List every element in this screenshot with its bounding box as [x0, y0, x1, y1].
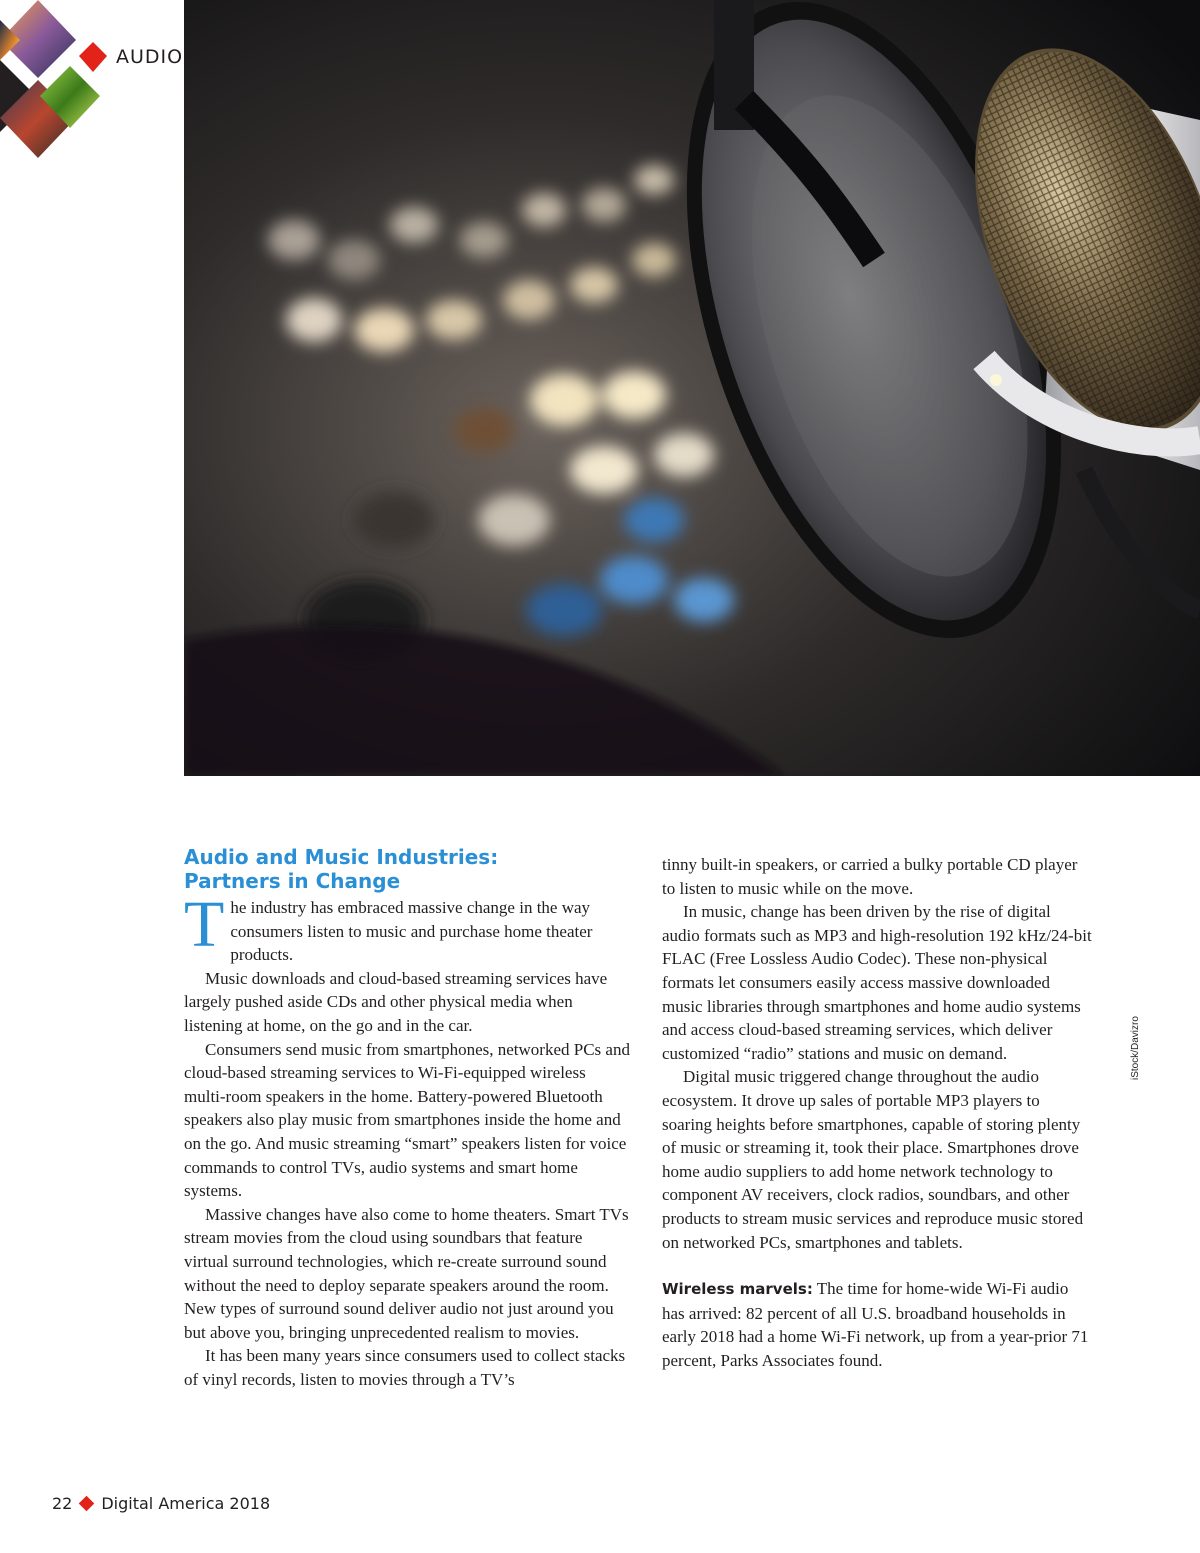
drop-cap: T	[184, 888, 225, 961]
body-paragraph: Digital music triggered change throughout the audio ecosystem. It drove up sales of portable MP3 players to soaring heights before smartphones, capable of storing plenty of music or streaming it, took their place. Smartphones drove home audio suppliers to add home network technology to component AV receivers, clock radios, soundbars, and other products to stream music services and reproduce music stored on networked PCs, smartphones and tablets.	[662, 1067, 1084, 1252]
article-column-left	[184, 845, 630, 1391]
page-footer	[52, 1494, 270, 1513]
microphone-photo-icon	[184, 0, 1200, 776]
body-paragraph: Consumers send music from smartphones, networked PCs and cloud-based streaming services to Wi-Fi-equipped wireless multi-room speakers in the home. Battery-powered Bluetooth speakers also play music from smartphones inside the home and on the go. And music streaming “smart” speakers listen for voice commands to control TVs, audio systems and smart home systems.	[184, 1039, 630, 1201]
headline-line-1: Audio and Music Industries:	[184, 845, 499, 869]
article-column-right	[662, 853, 1092, 1372]
lead-paragraph: he industry has embraced massive change in the way consumers listen to music and purchase home theater products.	[230, 898, 593, 965]
red-diamond-icon	[79, 1496, 95, 1512]
subhead-text: The time for home-wide Wi-Fi audio has arrived: 82 percent of all U.S. broadband households in early 2018 had a home Wi-Fi network, up from a year-prior 71 percent, Parks Associates found.	[662, 1279, 1089, 1370]
page-number: 22	[52, 1494, 73, 1513]
body-paragraph: In music, change has been driven by the rise of digital audio formats such as MP3 and high-resolution 192 kHz/24-bit FLAC (Free Lossless Audio Codec). These non-physical formats let consumers easily access massive downloaded music libraries through smartphones and home audio systems and access cloud-based streaming services, which deliver customized “radio” stations and music on demand.	[662, 902, 1092, 1063]
publication-name: Digital America 2018	[101, 1494, 271, 1513]
subhead-paragraph	[662, 1277, 1092, 1372]
photo-credit: iStock/Davizro	[1130, 1016, 1141, 1080]
body-paragraph: Music downloads and cloud-based streaming services have largely pushed aside CDs and other physical media when listening at home, on the go and in the car.	[184, 968, 608, 1035]
article-headline	[184, 845, 630, 893]
body-paragraph: It has been many years since consumers used to collect stacks of vinyl records, listen to movies through a TV’s	[184, 1346, 626, 1389]
section-label: AUDIO	[116, 46, 184, 68]
hero-photo	[184, 0, 1200, 776]
headline-line-2: Partners in Change	[184, 869, 401, 893]
section-diamonds-icon	[0, 0, 190, 165]
body-paragraph: Massive changes have also come to home theaters. Smart TVs stream movies from the cloud using soundbars that feature virtual surround technologies, which re-create surround sound without the need to deploy separate speakers around the room. New types of surround sound deliver audio not just around you but above you, bringing unprecedented realism to movies.	[184, 1204, 629, 1342]
section-badge	[0, 0, 190, 165]
subhead-label: Wireless marvels:	[662, 1280, 813, 1299]
body-paragraph-continued: tinny built-in speakers, or carried a bulky portable CD player to listen to music while on the move.	[662, 855, 1078, 898]
